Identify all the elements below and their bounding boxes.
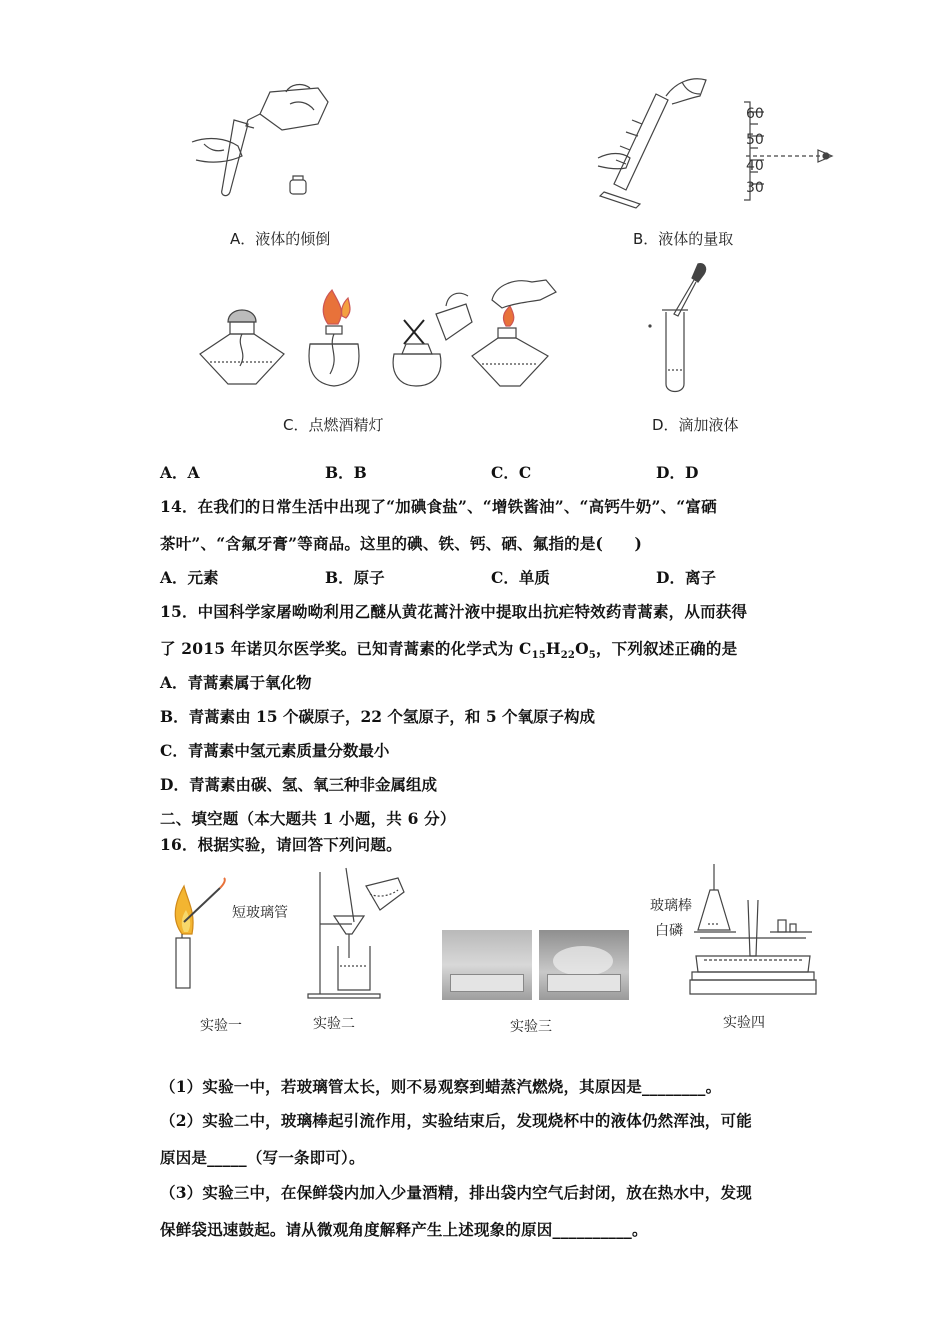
figure-dropper-tube	[640, 260, 720, 400]
q15-option-b: B．青蒿素由 15 个碳原子，22 个氢原子，和 5 个氧原子构成	[160, 707, 596, 726]
figure-balance	[690, 860, 816, 1000]
q16-sub3-line2: 保鲜袋迅速鼓起。请从微观角度解释产生上述现象的原因__________。	[160, 1220, 648, 1239]
q16-sub3-line1: （3）实验三中，在保鲜袋内加入少量酒精，排出袋内空气后封闭，放在热水中，发现	[160, 1183, 752, 1202]
label-white-phosphorus: 白磷	[655, 923, 683, 939]
figure-filtration	[300, 862, 410, 1002]
exp3-photo-before	[442, 930, 532, 1000]
exp2-caption: 实验二	[313, 1016, 355, 1032]
q13-option-a: A．A	[160, 463, 200, 482]
exp3-photo-after	[539, 930, 629, 1000]
q14-option-c: C．单质	[491, 568, 550, 587]
q13-option-d: D．D	[656, 463, 699, 482]
q16-sub2-line1: （2）实验二中，玻璃棒起引流作用，实验结束后，发现烧杯中的液体仍然浑浊，可能	[160, 1111, 752, 1130]
q13-option-c: C．C	[491, 463, 532, 482]
exp4-caption: 实验四	[723, 1015, 765, 1031]
tick-60: 60	[746, 106, 764, 122]
q15-option-a: A．青蒿素属于氧化物	[160, 673, 312, 692]
fig-a-caption: A．液体的倾倒	[230, 230, 331, 248]
q14-line1: 14．在我们的日常生活中出现了“加碘食盐”、“增铁酱油”、“高钙牛奶”、“富硒	[160, 497, 717, 516]
q14-line2: 茶叶”、“含氟牙膏”等商品。这里的碘、铁、钙、硒、氟指的是( )	[160, 534, 643, 553]
q16-title: 16．根据实验，请回答下列问题。	[160, 835, 402, 854]
section-heading: 二、填空题（本大题共 1 小题，共 6 分）	[160, 809, 456, 828]
q15-line2: 了 2015 年诺贝尔医学奖。已知青蒿素的化学式为 $C_{15}H_{22}O_5$，下列叙述正确的是	[160, 639, 738, 662]
fig-c-caption: C．点燃酒精灯	[283, 416, 384, 434]
figure-pour-liquid	[190, 80, 340, 210]
figure-candle-tube	[162, 878, 242, 998]
q16-sub2-line2: 原因是_____（写一条即可）。	[160, 1148, 365, 1167]
fig-d-caption: D．滴加液体	[652, 416, 739, 434]
exp1-caption: 实验一	[200, 1018, 242, 1034]
q13-option-b: B．B	[325, 463, 367, 482]
q14-option-a: A．元素	[160, 568, 219, 587]
figure-alcohol-lamps	[196, 270, 576, 390]
q16-sub1: （1）实验一中，若玻璃管太长，则不易观察到蜡蒸汽燃烧，其原因是________。	[160, 1077, 722, 1096]
tick-50: 50	[746, 132, 764, 148]
q15-option-d: D．青蒿素由碳、氢、氧三种非金属组成	[160, 775, 437, 794]
tick-40: 40	[746, 158, 764, 174]
exp3-caption: 实验三	[510, 1019, 552, 1035]
q14-option-b: B．原子	[325, 568, 385, 587]
q15-line1: 15．中国科学家屠呦呦利用乙醚从黄花蒿汁液中提取出抗疟特效药青蒿素，从而获得	[160, 602, 748, 621]
fig-b-caption: B．液体的量取	[633, 230, 734, 248]
tick-30: 30	[746, 180, 764, 196]
q14-option-d: D．离子	[656, 568, 716, 587]
label-glass-rod: 玻璃棒	[650, 898, 692, 914]
label-short-glass-tube: 短玻璃管	[232, 905, 288, 921]
q15-option-c: C．青蒿素中氢元素质量分数最小	[160, 741, 390, 760]
figure-measure-liquid	[596, 72, 846, 212]
